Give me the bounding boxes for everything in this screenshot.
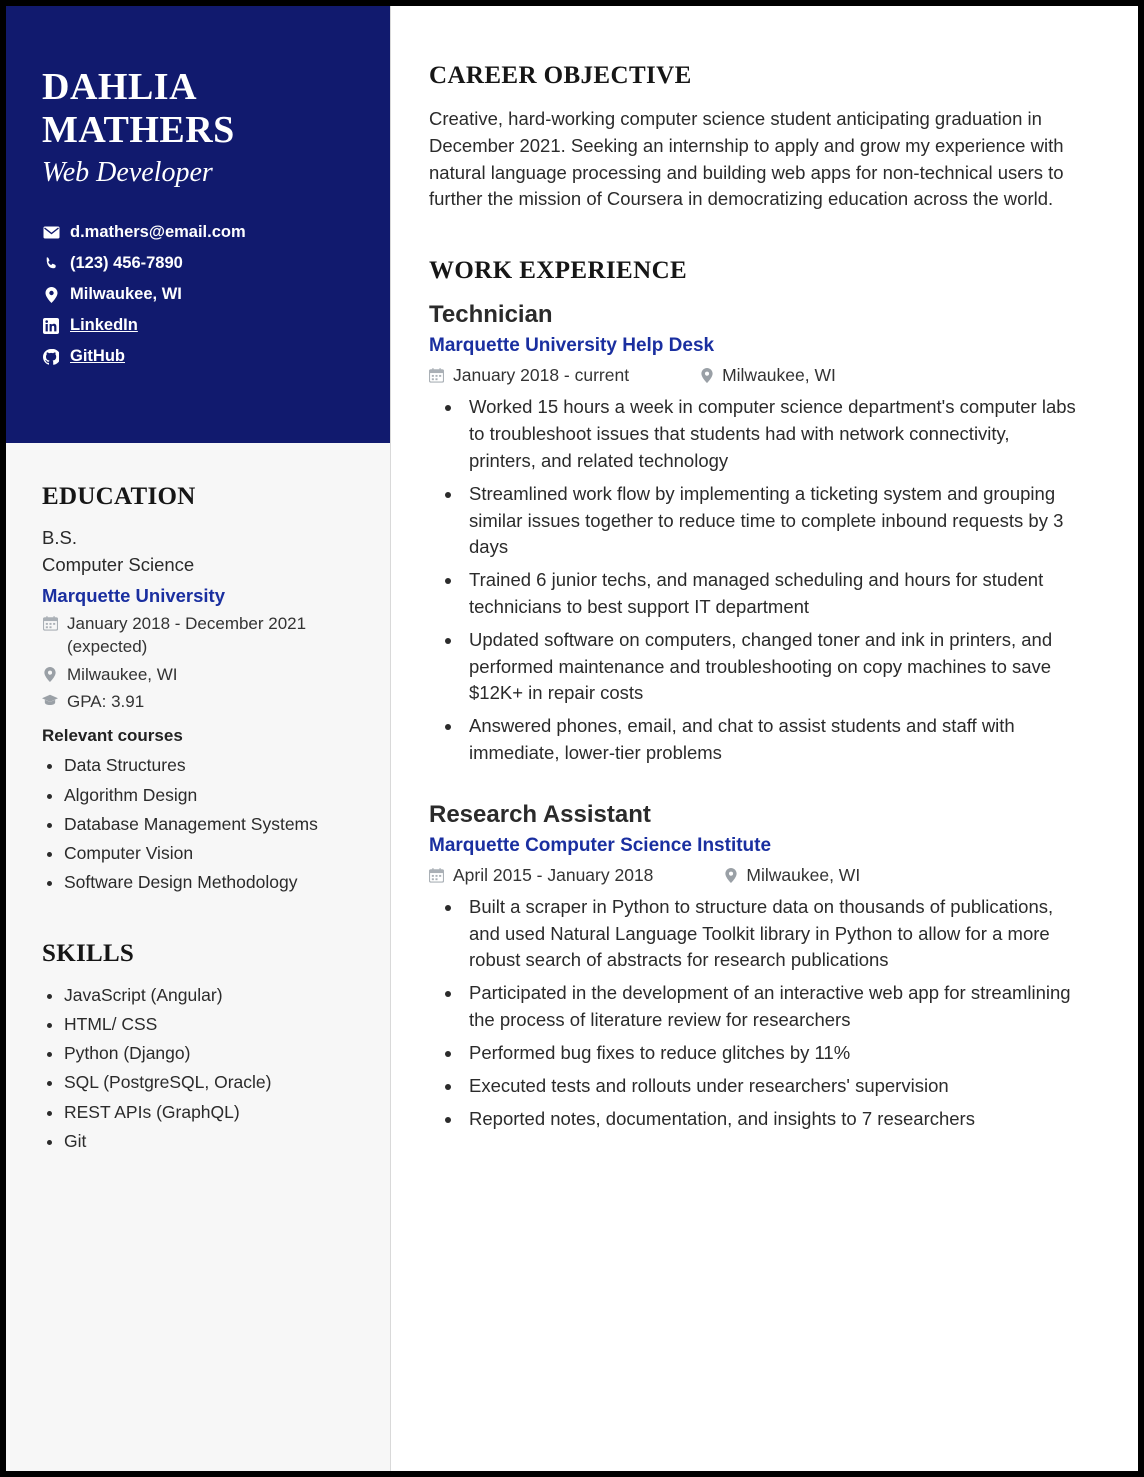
contact-linkedin-text[interactable]: LinkedIn [70,316,138,335]
list-item: • Executed tests and rollouts under researchers' supervision [463,1073,1076,1100]
list-item: • Performed bug fixes to reduce glitches by 11% [463,1040,1076,1067]
career-objective-section [429,62,1076,213]
location-pin-icon [701,368,713,383]
github-icon [42,349,60,365]
list-item: • Data Structures [64,752,354,779]
location-pin-icon [42,287,60,303]
list-item: • Updated software on computers, changed toner and ink in printers, and performed maintenance and troubleshooting on copy machines to save $12K+ in repair costs [463,627,1076,707]
contact-phone-text: (123) 456-7890 [70,254,183,273]
job-bullet-list [429,394,1076,767]
resume-document [6,6,1138,1471]
skills-list [42,982,354,1155]
job-meta [429,365,1076,386]
list-item: • SQL (PostgreSQL, Oracle) [64,1069,354,1096]
first-name: DAHLIA [42,66,198,108]
job-role: Technician [429,301,553,329]
education-gpa-row [42,691,354,714]
job-location-segment [725,865,860,886]
skills-section-title: SKILLS [42,940,135,967]
calendar-icon [42,613,58,631]
contact-email [42,223,354,242]
education-location-row [42,664,354,687]
list-item: • Built a scraper in Python to structure data on thousands of publications, and used Natural Language Toolkit library in Python to allow for a more robust search of abstracts for research publications [463,894,1076,974]
job-organization: Marquette University Help Desk [429,335,715,357]
location-pin-icon [725,868,737,883]
job-organization: Marquette Computer Science Institute [429,834,772,856]
location-pin-icon [42,664,58,682]
contact-github-text[interactable]: GitHub [70,347,125,366]
sidebar [6,6,390,1471]
linkedin-icon [42,318,60,334]
work-experience-section [429,257,1076,1132]
list-item: • REST APIs (GraphQL) [64,1099,354,1126]
work-entry-technician [429,301,1076,767]
job-role: Research Assistant [429,800,651,828]
contact-github[interactable] [42,347,354,366]
list-item: • Streamlined work flow by implementing a ticketing system and grouping similar issues together to reduce time to complete inbound requests by 3 days [463,481,1076,561]
last-name: MATHERS [42,108,235,151]
job-dates: April 2015 - January 2018 [453,864,654,885]
contact-location [42,285,354,304]
job-meta [429,865,1076,886]
contact-email-text: d.mathers@email.com [70,223,246,242]
education-section-title: EDUCATION [42,483,196,510]
list-item: • JavaScript (Angular) [64,982,354,1009]
sidebar-body [6,443,390,1181]
list-item: • Worked 15 hours a week in computer science department's computer labs to troubleshoot issues that students had with network connectivity, printers, and related technology [463,394,1076,474]
list-item: • Answered phones, email, and chat to assist students and staff with immediate, lower-tier problems [463,713,1076,767]
calendar-icon [429,868,444,883]
list-item: • Trained 6 junior techs, and managed scheduling and hours for student technicians to best support IT department [463,567,1076,621]
job-location: Milwaukee, WI [722,365,836,386]
list-item: • Participated in the development of an interactive web app for streamlining the process of literature review for researchers [463,980,1076,1034]
profile-header [6,6,390,443]
list-item: • HTML/ CSS [64,1011,354,1038]
main-content [390,6,1138,1471]
relevant-courses-label: Relevant courses [42,726,183,746]
list-item: • Database Management Systems [64,811,354,838]
list-item: • Python (Django) [64,1040,354,1067]
job-dates: January 2018 - current [453,365,630,386]
contact-list [42,223,354,366]
career-objective-title: CAREER OBJECTIVE [429,62,692,89]
education-school: Marquette University [42,584,225,606]
work-experience-title: WORK EXPERIENCE [429,257,688,285]
list-item: • Algorithm Design [64,782,354,809]
contact-phone [42,254,354,273]
calendar-icon [429,368,444,383]
skills-section [42,940,354,1155]
phone-icon [42,256,60,271]
list-item: • Software Design Methodology [64,869,354,896]
job-location: Milwaukee, WI [746,864,861,885]
relevant-courses-list [42,752,354,896]
job-title: Web Developer [42,157,213,189]
education-major: Computer Science [42,553,195,575]
job-dates-segment [429,365,629,386]
education-gpa: GPA: 3.91 [67,692,145,712]
education-dates: January 2018 - December 2021 (expected) [67,613,307,656]
candidate-name [42,66,354,151]
list-item: • Computer Vision [64,840,354,867]
education-dates-row [42,613,354,659]
envelope-icon [42,226,60,239]
list-item: • Reported notes, documentation, and insights to 7 researchers [463,1106,1076,1133]
job-location-segment [701,365,836,386]
contact-location-text: Milwaukee, WI [70,285,182,304]
job-dates-segment [429,865,653,886]
education-degree: B.S. [42,527,77,548]
education-location: Milwaukee, WI [67,664,178,684]
career-objective-text: Creative, hard-working computer science student anticipating graduation in December 2021. Seeking an internship to apply and grow my experience with natural language processing and building web apps for non-technical users to further the mission of Coursera in democratizing education across the world. [429,108,1064,210]
education-section [42,483,354,896]
work-entry-research-assistant [429,801,1076,1133]
list-item: • Git [64,1128,354,1155]
graduation-cap-icon [42,691,58,707]
contact-linkedin[interactable] [42,316,354,335]
job-bullet-list [429,894,1076,1133]
